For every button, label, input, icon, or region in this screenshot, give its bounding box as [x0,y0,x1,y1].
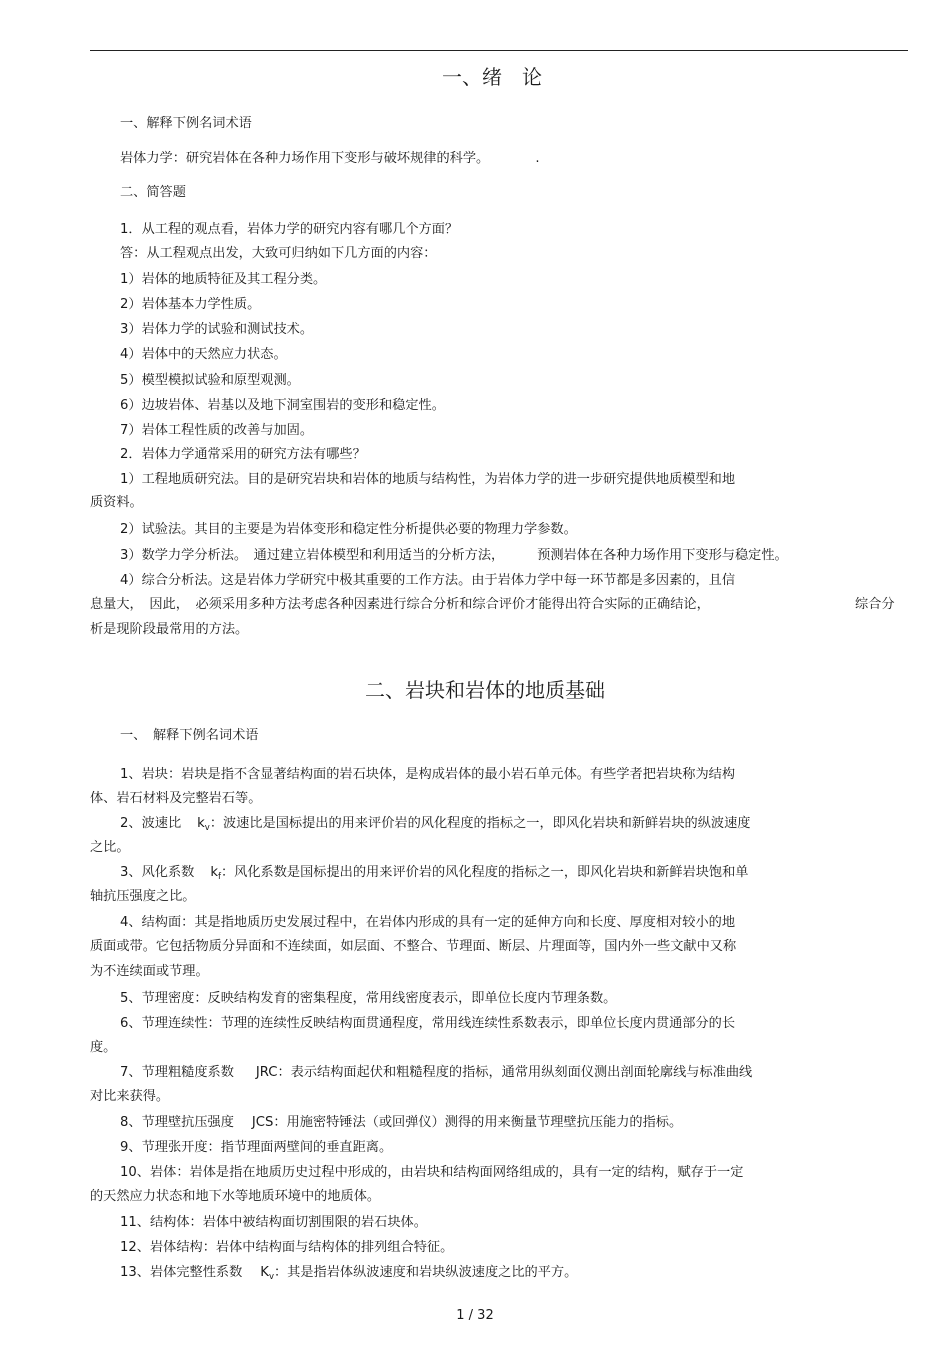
paragraph-line: 4）综合分析法。这是岩体力学研究中极其重要的工作方法。由于岩体力学中每一环节都是多因素的，且信 [120,573,736,588]
paragraph-line: 质资料。 [90,495,143,510]
symbol-subscript: v [204,823,210,833]
term-line [120,864,748,883]
term-label: 7、节理粗糙度系数 [120,1065,234,1080]
section-title-1: 一、绪 论 [442,65,542,89]
subheading-short-answer: 二、简答题 [120,185,186,200]
symbol: K [260,1265,269,1280]
term-line: 轴抗压强度之比。 [90,889,196,904]
term-definition: ：风化系数是国标提出的用来评价岩的风化程度的指标之一，即风化岩块和新鲜岩块饱和单 [220,865,749,880]
term-line [120,1114,682,1132]
list-item: 4）岩体中的天然应力状态。 [120,347,287,362]
subheading-terms-2: 一、 解释下例名词术语 [120,728,259,743]
term-label: 8、节理壁抗压强度 [120,1115,234,1130]
term-line: 之比。 [90,840,130,855]
list-item: 7）岩体工程性质的改善与加固。 [120,423,314,438]
term-line: 体、岩石材料及完整岩石等。 [90,791,262,806]
question-1: 1．从工程的观点看，岩体力学的研究内容有哪几个方面？ [120,222,459,237]
section-title-2: 二、岩块和岩体的地质基础 [365,678,605,702]
page-number: 1 / 32 [456,1308,494,1323]
term-definition: ：波速比是国标提出的用来评价岩的风化程度的指标之一，即风化岩块和新鲜岩块的纵波速度 [209,816,751,831]
term-line: 对比来获得。 [90,1089,170,1104]
top-rule [90,50,908,51]
list-item: 5）模型模拟试验和原型观测。 [120,373,300,388]
term-line: 5、节理密度：反映结构发育的密集程度，常用线密度表示，即单位长度内节理条数。 [120,991,617,1006]
symbol: k [210,865,218,880]
term-definition: JCS：用施密特锤法（或回弹仪）测得的用来衡量节理壁抗压能力的指标。 [251,1115,683,1130]
term-line: 10、岩体：岩体是指在地质历史过程中形成的，由岩块和结构面网络组成的，具有一定的结构，赋存于一定 [120,1165,744,1180]
term-label: 2、波速比 [120,816,182,831]
list-item: 3）岩体力学的试验和测试技术。 [120,322,314,337]
term-line [120,815,751,834]
term-line: 9、节理张开度：指节理面两壁间的垂直距离。 [120,1140,393,1155]
term-line [120,1264,577,1283]
term-line: 为不连续面或节理。 [90,964,209,979]
term-line: 12、岩体结构：岩体中结构面与结构体的排列组合特征。 [120,1240,454,1255]
subheading-terms-1: 一、解释下例名词术语 [120,116,252,131]
question-2: 2．岩体力学通常采用的研究方法有哪些？ [120,447,366,462]
paragraph-line: 综合分 [855,597,895,612]
term-label: 3、风化系数 [120,865,195,880]
paragraph-line: 1）工程地质研究法。目的是研究岩块和岩体的地质与结构性，为岩体力学的进一步研究提供地质模型和地 [120,472,736,487]
term-line: 质面或带。它包括物质分异面和不连续面，如层面、不整合、节理面、断层、片理面等，国内外一些文献中又称 [90,939,737,954]
symbol: k [197,816,205,831]
list-item: 1）岩体的地质特征及其工程分类。 [120,272,327,287]
term-definition: JRC：表示结构面起伏和粗糙程度的指标，通常用纵刻面仪测出剖面轮廓线与标准曲线 [255,1065,753,1080]
paragraph-definition: 岩体力学：研究岩体在各种力场作用下变形与破坏规律的科学。 . [120,151,540,166]
term-line: 4、结构面：其是指地质历史发展过程中，在岩体内形成的具有一定的延伸方向和长度、厚度相对较小的地 [120,915,736,930]
term-line [120,1064,752,1082]
term-line: 度。 [90,1040,117,1055]
term-line: 的天然应力状态和地下水等地质环境中的地质体。 [90,1189,381,1204]
term-line: 1、岩块：岩块是指不含显著结构面的岩石块体，是构成岩体的最小岩石单元体。有些学者把岩块称为结构 [120,767,736,782]
paragraph-line: 息量大， 因此， 必须采用多种方法考虑各种因素进行综合分析和综合评价才能得出符合实际的正确结论， [90,597,710,612]
list-item: 2）岩体基本力学性质。 [120,297,261,312]
symbol-subscript: v [268,1272,274,1282]
paragraph-line: 析是现阶段最常用的方法。 [90,622,249,637]
symbol-subscript: f [217,872,221,882]
term-line: 11、结构体：岩体中被结构面切割围限的岩石块体。 [120,1215,427,1230]
term-label: 13、岩体完整性系数 [120,1265,243,1280]
paragraph-line: 2）试验法。其目的主要是为岩体变形和稳定性分析提供必要的物理力学参数。 [120,522,577,537]
term-definition: ：其是指岩体纵波速度和岩块纵波速度之比的平方。 [273,1265,578,1280]
list-item: 6）边坡岩体、岩基以及地下洞室围岩的变形和稳定性。 [120,398,445,413]
term-line: 6、节理连续性：节理的连续性反映结构面贯通程度，常用线连续性系数表示，即单位长度内贯通部分的长 [120,1016,736,1031]
paragraph-line: 3）数学力学分析法。 通过建立岩体模型和利用适当的分析方法， 预测岩体在各种力场作用下变形与稳定性。 [120,548,788,563]
answer-intro: 答：从工程观点出发，大致可归纳如下几方面的内容： [120,246,437,261]
